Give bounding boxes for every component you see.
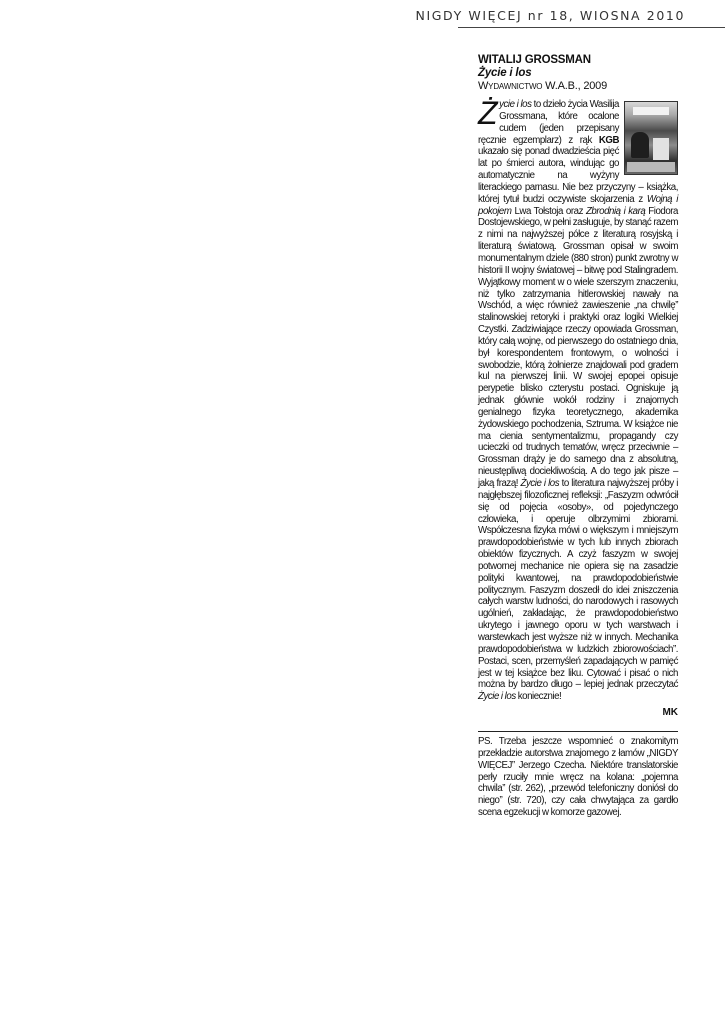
drop-cap: Ż bbox=[478, 95, 498, 131]
publisher-name: W.A.B., 2009 bbox=[542, 80, 607, 92]
running-header: NIGDY WIĘCEJ nr 18, WIOSNA 2010 bbox=[415, 8, 685, 23]
review-column bbox=[478, 54, 678, 819]
review-segment: Fiodora Dostojewskiego, w pełni zasługuje, by stanąć razem z nimi na najwyższej półce z literaturą rosyjską i literaturą światową. Grossman opisał w swoim monumentalnym dziele (880 stron) punkt zwrotny w historii II wojny światowej – bitwę pod Stalingradem. Wyjątkowy moment w o wiele szerszym znaczeniu, niż tylko zatrzymania hitlerowskiej nawały na Wschód, a więc również zawieszenie „na chwilę” stalinowskiej retoryki i praktyki oraz logiki Wielkiej Czystki. Zadziwiające rzeczy opowiada Grossman, który całą wojnę, od pierwszego do ostatniego dnia, był korespondentem frontowym, o wolności i swobodzie, którą żołnierze znajdowali pod gradem kul na pierwszej linii. W swojej epopei opisuje perypetie blisko czterystu postaci. Ogniskuje ją jednak głównie wokół rodziny i znajomych genialnego fizyka teoretycznego, akademika żydowskiego pochodzenia, Sztruma. W książce nie ma cienia sentymentalizmu, propagandy czy ucieczki od trudnych tematów, wręcz przeciwnie – Grossman drąży je do samego dna z absolutną, nieustępliwą dociekliwością. A do tego jak pisze – jaką frazą! bbox=[478, 205, 678, 489]
review-segment: Życie i los bbox=[478, 691, 516, 703]
publisher-prefix: Wydawnictwo bbox=[478, 80, 543, 92]
review-segment: KGB bbox=[598, 134, 619, 146]
review-text bbox=[478, 95, 678, 703]
review-segment: to literatura najwyższej próby i najgłębszej filozoficznej refleksji: „Faszyzm odwrócił się od pojęcia «osoby», od pojedynczego człowieka, i operuje olbrzymimi zbiorami. Współczesna fizyka mówi o większym i mniejszym prawdopodobieństwie w tych lub innych zbiorach obiektów fizycznych. A czyż faszyzm w swojej potwornej mechanice nie opiera się na zasadzie polityki kwantowej, na prawdopodobieństwie politycznym. Faszyzm doszedł do idei zniszczenia całych warstw ludności, do narodowych i rasowych ugólnień, zakładając, że prawdopodobieństwo ukrytego i jawnego oporu w tych warstwach i warstewkach jest wyższe niż w innych. Mechanika prawdopodobieństwa w ludzkich zbiorowościach”. Postaci, scen, przemyśleń zapadających w pamięć jest w tej książce bez liku. Cytować i pisać o nich można by bardzo długo – lepiej jednak przeczytać bbox=[478, 478, 678, 691]
review-segment: Zbrodnią i karą bbox=[585, 205, 646, 217]
postscript: PS. Trzeba jeszcze wspomnieć o znakomitym przekładzie autorstwa znajomego z łamów „NIGDY WIĘCEJ” Jerzego Czecha. Niektóre translatorskie perły rzuciły mnie wręcz na kolana: „pojemna chwila” (str. 262), „przewód telefoniczny doniósł do niego” (str. 720), czy cała chwytająca za gardło scena egzekucji w komorze gazowej. bbox=[478, 736, 678, 819]
book-author: WITALIJ GROSSMAN bbox=[478, 54, 591, 66]
book-cover-image bbox=[624, 101, 678, 175]
book-publisher bbox=[478, 80, 678, 93]
book-title: Życie i los bbox=[478, 67, 532, 79]
review-segment: ycie i los bbox=[499, 99, 532, 110]
review-segment: Wojną i pokojem bbox=[478, 193, 678, 217]
review-segment: Życie i los bbox=[520, 478, 560, 489]
review-segment: ukazało się ponad dwadzieścia pięć lat po śmierci autora, windując go automatycznie na wyżyny literackiego parnasu. Nie bez przyczyny – książka, której tytuł budzi oczywiste skojarzenia z bbox=[478, 146, 678, 205]
header-rule bbox=[458, 27, 725, 28]
review-segment: to dzieło życia Wasilija Grossmana, które ocalone cudem (jeden przepisany ręcznie egzemplarz) z rąk bbox=[478, 99, 619, 146]
review-signature: MK bbox=[662, 707, 678, 719]
review-segment: Lwa Tołstoja oraz bbox=[511, 205, 586, 217]
ps-divider bbox=[478, 731, 678, 732]
review-body bbox=[478, 95, 678, 703]
review-segment: koniecznie! bbox=[515, 691, 562, 703]
